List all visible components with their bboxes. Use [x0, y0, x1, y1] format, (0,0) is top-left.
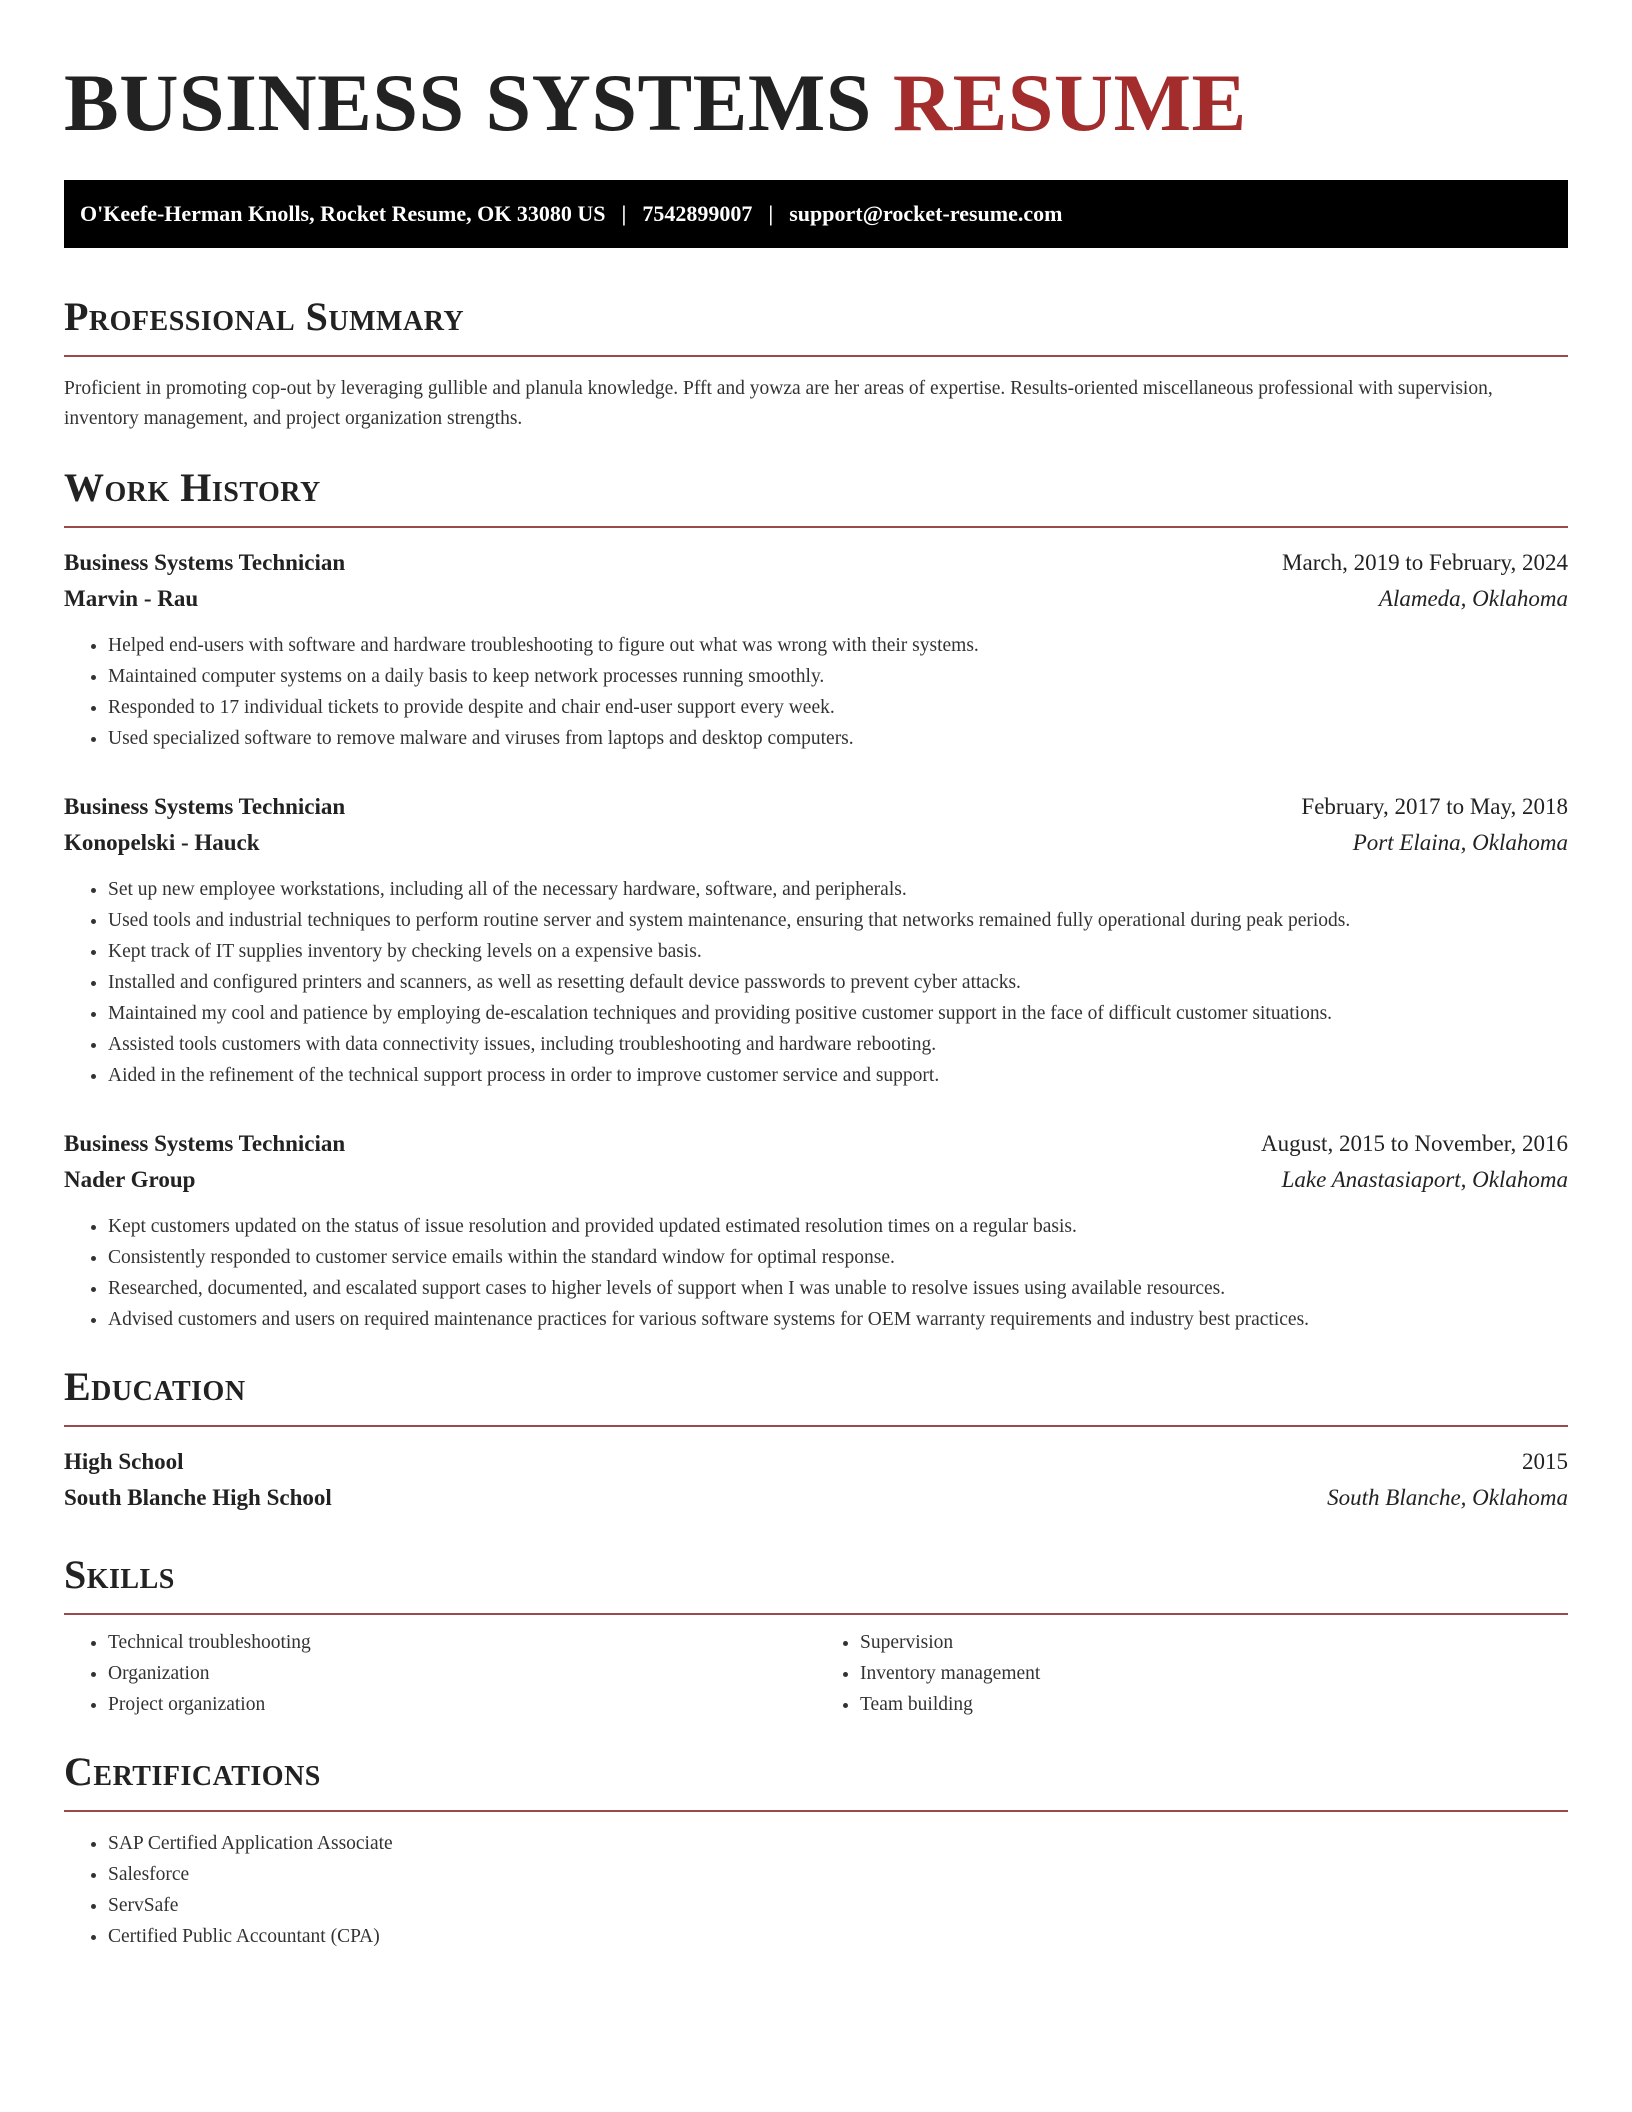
- contact-separator: |: [621, 201, 627, 226]
- education-location: South Blanche, Oklahoma: [1327, 1485, 1568, 1510]
- job-location: Alameda, Oklahoma: [1378, 586, 1568, 611]
- job-bullet: • Used specialized software to remove malware and viruses from laptops and desktop computers.: [108, 723, 1568, 754]
- contact-separator: |: [768, 201, 774, 226]
- job-bullet: • Responded to 17 individual tickets to provide despite and chair end-user support every week.: [108, 692, 1568, 723]
- education-entry: [64, 1447, 1568, 1513]
- job-company: Konopelski - Hauck: [64, 830, 260, 855]
- education-year: 2015: [1522, 1449, 1568, 1474]
- contact-phone: 7542899007: [642, 201, 753, 226]
- title-main: BUSINESS SYSTEMS: [64, 57, 872, 148]
- skills-heading: Skills: [64, 1552, 175, 1597]
- section-divider: [64, 1810, 1568, 1812]
- job-bullets: [64, 1211, 1568, 1335]
- job-bullet: • Kept track of IT supplies inventory by checking levels on a expensive basis.: [108, 936, 1568, 967]
- job-bullets: [64, 630, 1568, 754]
- job-bullet: • Maintained computer systems on a daily basis to keep network processes running smoothly.: [108, 661, 1568, 692]
- title-accent: RESUME: [892, 57, 1247, 148]
- certification-item: • ServSafe: [108, 1890, 1568, 1921]
- job-bullet: • Aided in the refinement of the technical support process in order to improve customer service and support.: [108, 1060, 1568, 1091]
- job-entry: [64, 548, 1568, 754]
- skill-item: • Inventory management: [860, 1658, 1568, 1689]
- job-bullet: • Kept customers updated on the status of issue resolution and provided updated estimated resolution times on a regular basis.: [108, 1211, 1568, 1242]
- job-bullet: • Researched, documented, and escalated support cases to higher levels of support when I was unable to resolve issues using available resources.: [108, 1273, 1568, 1304]
- skills-column-left: [64, 1627, 816, 1720]
- job-bullet: • Advised customers and users on required maintenance practices for various software systems for OEM warranty requirements and industry best practices.: [108, 1304, 1568, 1335]
- job-bullet: • Consistently responded to customer service emails within the standard window for optimal response.: [108, 1242, 1568, 1273]
- job-bullet: • Set up new employee workstations, including all of the necessary hardware, software, and peripherals.: [108, 874, 1568, 905]
- skill-item: • Technical troubleshooting: [108, 1627, 816, 1658]
- resume-title: [64, 0, 1568, 148]
- section-divider: [64, 1425, 1568, 1427]
- summary-heading: Professional Summary: [64, 294, 465, 339]
- job-location: Port Elaina, Oklahoma: [1352, 830, 1568, 855]
- certification-item: • Salesforce: [108, 1859, 1568, 1890]
- job-bullet: • Helped end-users with software and hardware troubleshooting to figure out what was wrong with their systems.: [108, 630, 1568, 661]
- job-bullets: [64, 874, 1568, 1091]
- skill-item: • Supervision: [860, 1627, 1568, 1658]
- job-title: Business Systems Technician: [64, 1131, 346, 1156]
- job-bullet: • Used tools and industrial techniques to perform routine server and system maintenance, ensuring that networks remained fully operational during peak periods.: [108, 905, 1568, 936]
- education-heading: Education: [64, 1364, 246, 1409]
- job-dates: February, 2017 to May, 2018: [1301, 794, 1568, 819]
- job-dates: March, 2019 to February, 2024: [1282, 550, 1568, 575]
- job-title: Business Systems Technician: [64, 794, 346, 819]
- job-bullet: • Installed and configured printers and scanners, as well as resetting default device passwords to prevent cyber attacks.: [108, 967, 1568, 998]
- section-divider: [64, 1613, 1568, 1615]
- job-dates: August, 2015 to November, 2016: [1261, 1131, 1568, 1156]
- summary-text: Proficient in promoting cop-out by leveraging gullible and planula knowledge. Pfft and yowza are her areas of expertise. Results-oriented miscellaneous professional with supervision, inventory management, and project organization strengths.: [64, 378, 1493, 429]
- work-history-heading: Work History: [64, 465, 321, 510]
- job-bullet: • Maintained my cool and patience by employing de-escalation techniques and providing positive customer support in the face of difficult customer situations.: [108, 998, 1568, 1029]
- job-entry: [64, 1129, 1568, 1335]
- certification-item: • SAP Certified Application Associate: [108, 1828, 1568, 1859]
- skills-grid: [64, 1627, 1568, 1720]
- education-degree: High School: [64, 1449, 184, 1474]
- job-entry: [64, 792, 1568, 1091]
- skills-column-right: [816, 1627, 1568, 1720]
- contact-bar: [64, 180, 1568, 248]
- job-company: Marvin - Rau: [64, 586, 199, 611]
- education-school: South Blanche High School: [64, 1485, 332, 1510]
- contact-email: support@rocket-resume.com: [789, 201, 1063, 226]
- skill-item: • Project organization: [108, 1689, 816, 1720]
- section-divider: [64, 526, 1568, 528]
- certifications-heading: Certifications: [64, 1749, 321, 1794]
- job-title: Business Systems Technician: [64, 550, 346, 575]
- certification-item: • Certified Public Accountant (CPA): [108, 1921, 1568, 1952]
- job-bullet: • Assisted tools customers with data connectivity issues, including troubleshooting and hardware rebooting.: [108, 1029, 1568, 1060]
- section-divider: [64, 355, 1568, 357]
- certifications-list: [64, 1828, 1568, 1952]
- skill-item: • Organization: [108, 1658, 816, 1689]
- contact-address: O'Keefe-Herman Knolls, Rocket Resume, OK 33080 US: [80, 201, 606, 226]
- job-company: Nader Group: [64, 1167, 196, 1192]
- job-location: Lake Anastasiaport, Oklahoma: [1281, 1167, 1568, 1192]
- skill-item: • Team building: [860, 1689, 1568, 1720]
